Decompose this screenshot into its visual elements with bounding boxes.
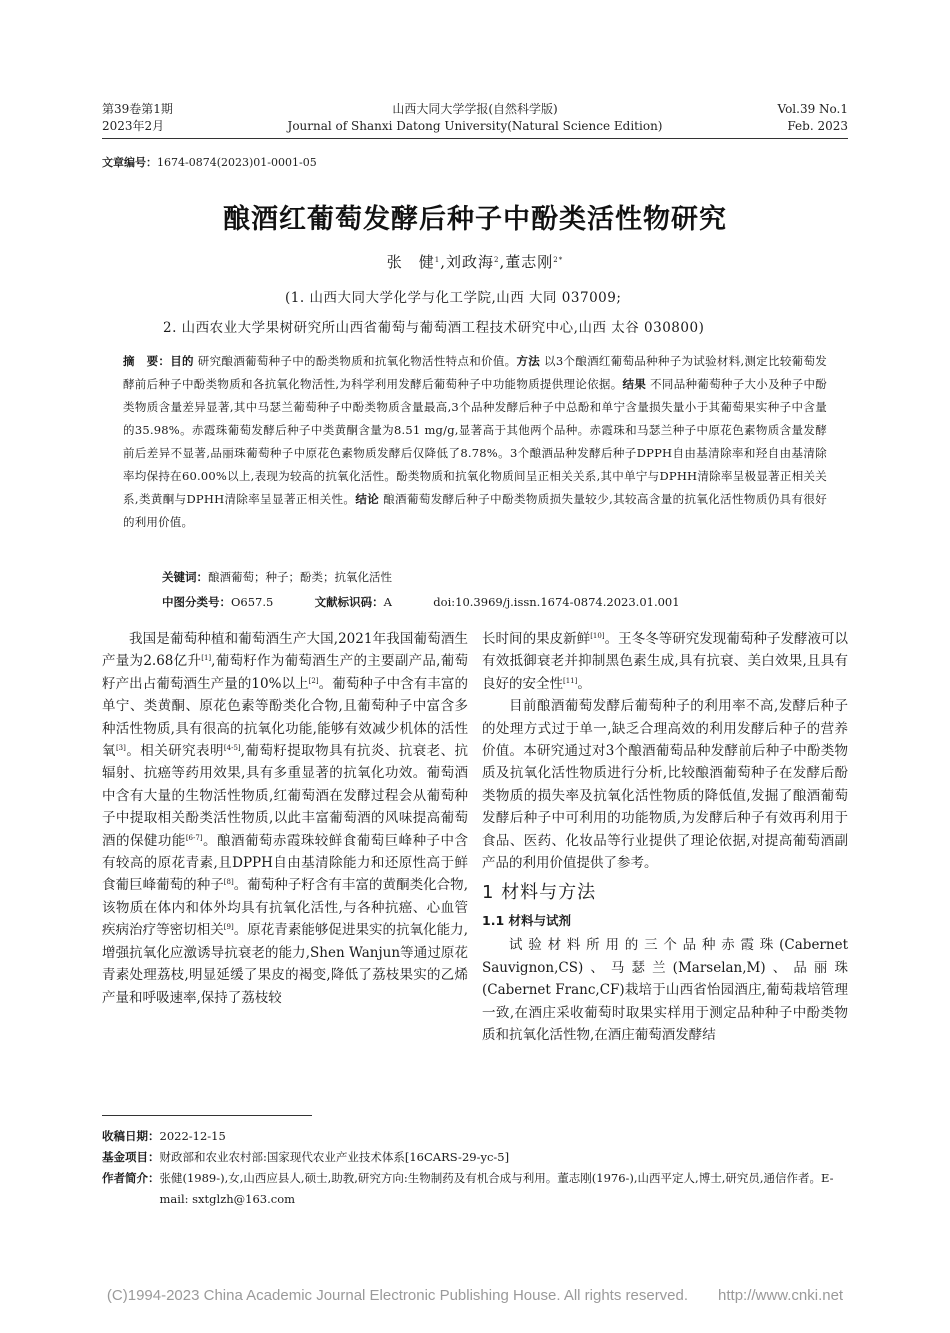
clc-label: 中图分类号： <box>162 595 231 609</box>
result-label: 结果 <box>622 377 647 391</box>
body-text: 。原花青素能够促进果实的抗氧化能力,增强抗氧化应激诱导抗衰老的能力,Shen Wanjun等通过原花青素处理荔枝,明显延缓了果皮的褐变,降低了荔枝果实的乙烯产量和呼吸速率,保持了荔枝较 <box>102 922 468 1006</box>
keywords <box>162 569 392 585</box>
classification-line <box>162 594 762 610</box>
citation: [1] <box>201 654 212 663</box>
journal-name-cn: 山西大同大学学报(自然科学版) <box>392 102 558 116</box>
abstract <box>123 350 827 534</box>
doc-code-value: A <box>383 595 392 609</box>
result-text: 不同品种葡萄种子大小及种子中酚类物质含量差异显著,其中马瑟兰葡萄种子中酚类物质含量最高,3个品种发酵后种子中总酚和单宁含量损失量小于其葡萄果实种子中含量的35.98%。赤霞珠葡萄发酵后种子中类黄酮含量为8.51 mg/g,显著高于其他两个品种。赤霞珠和马瑟兰种子中原花色素物质含量发酵前后差异不显著,品丽珠葡萄种子中原花色素物质发酵后仅降低了8.78%。3个酿酒品种发酵后种子DPPH自由基清除率和羟自由基清除率均保持在60.00%以上,表现为较高的抗氧化活性。酚类物质和抗氧化物质间呈正相关关系,其中单宁与DPHH清除率呈极显著正相关关系,类黄酮与DPHH清除率呈显著正相关性。 <box>123 377 828 506</box>
author-2: 刘政海 <box>446 253 495 271</box>
author-2-affil: 2 <box>494 256 500 264</box>
footnote-funding <box>102 1147 852 1168</box>
body-text: ,葡萄籽提取物具有抗炎、抗衰老、抗辐射、抗癌等药用效果,具有多重显著的抗氧化功效。葡萄酒中含有大量的生物活性物质,红葡萄酒在发酵过程会从葡萄种子中提取相关酚类活性物质,以此丰富葡萄酒的风味提高葡萄酒的保健功能 <box>102 743 469 849</box>
section-heading-1-1: 1.1 材料与试剂 <box>482 913 571 929</box>
citation: [6-7] <box>185 833 203 842</box>
issue-date: 2023年2月 <box>102 119 165 133</box>
article-number-label: 文章编号： <box>102 156 157 169</box>
paragraph-continued <box>482 628 848 695</box>
body-text: 。酿酒葡萄赤霞珠较鲜食葡萄巨峰种子中含有较高的原花青素,且DPPH自由基清除能力和还原性高于鲜食葡巨峰葡萄的种子 <box>102 832 469 894</box>
footnote-divider <box>102 1115 312 1116</box>
volume-issue: 第39卷第1期 <box>102 102 173 116</box>
doc-code-label: 文献标识码： <box>314 595 384 609</box>
author-1: 张 健 <box>386 253 435 271</box>
author-1-affil: 1 <box>434 256 441 264</box>
header-right <box>778 101 849 135</box>
header-divider <box>102 138 848 139</box>
abstract-label: 摘 要： <box>123 354 171 368</box>
body-text: 。 <box>577 675 591 692</box>
received-label: 收稿日期： <box>102 1129 160 1143</box>
body-column-left <box>102 628 468 1009</box>
funding-label: 基金项目： <box>102 1150 160 1164</box>
affiliation-1: (1. 山西大同大学化学与化工学院,山西 大同 037009; <box>285 290 622 306</box>
section-heading-1: 1 材料与方法 <box>482 882 597 904</box>
citation: [4-5] <box>223 744 241 753</box>
body-text: ,葡萄籽作为葡萄酒生产的主要副产品,葡萄籽产出占葡萄酒生产量的10%以上 <box>102 653 468 692</box>
body-text: 。葡萄种子籽含有丰富的黄酮类化合物,该物质在体内和体外均具有抗氧化活性,与各种抗癌、心血管疾病治疗等密切相关 <box>102 877 468 939</box>
keywords-label: 关键词： <box>162 570 208 584</box>
doi-label: doi: <box>433 595 456 609</box>
paragraph-materials: 试验材料所用的三个品种赤霞珠(Cabernet Sauvignon,CS)、马瑟兰(Marselan,M)、品丽珠(Cabernet Franc,CF)栽培于山西省怡园酒庄,葡萄栽培管理一致,在酒庄采收葡萄时取果实样用于测定品种种子中酚类物质和抗氧化活性物,在酒庄葡萄酒发酵结 <box>482 937 848 1044</box>
citation: [11] <box>563 676 578 685</box>
body-text: 我国是葡萄种植和葡萄酒生产大国,2021年我国葡萄酒生产量为2.68亿升 <box>102 631 468 670</box>
body-column-right <box>482 628 848 1047</box>
affiliation-2: 2. 山西农业大学果树研究所山西省葡萄与葡萄酒工程技术研究中心,山西 太谷 030800) <box>163 320 705 336</box>
body-text: 。王冬冬等研究发现葡萄种子发酵液可以有效抵御衰老并抑制黑色素生成,具有抗衰、美白效果,且具有良好的安全性 <box>482 631 849 692</box>
footnote-received <box>102 1126 852 1147</box>
funding-value: 财政部和农业农村部:国家现代农业产业技术体系[16CARS-29-yc-5] <box>159 1150 510 1164</box>
author-3-affil: 2* <box>553 256 564 264</box>
conclusion-label: 结论 <box>355 492 380 506</box>
author-separator: , <box>499 253 506 271</box>
paper-title: 酿酒红葡萄发酵后种子中酚类活性物研究 <box>223 204 727 235</box>
paragraph-intro <box>102 628 468 1009</box>
paragraph-objective: 目前酿酒葡萄发酵后葡萄种子的利用率不高,发酵后种子的处理方式过于单一,缺乏合理高效的利用发酵后种子的营养价值。本研究通过对3个酿酒葡萄品种发酵前后种子中酚类物质及抗氧化活性物质进行分析,比较酿酒葡萄种子在发酵后酚类物质的损失率及抗氧化活性物质的降低值,发掘了酿酒葡萄发酵后种子中可利用的功能物质,为发酵后种子有效再利用于食品、医药、化妆品等行业提供了理论依据,对提高葡萄酒副产品的利用价值提供了参考。 <box>482 698 848 872</box>
method-text: 以3个酿酒红葡萄品种种子为试验材料,测定比较葡萄发酵前后种子中酚类物质和各抗氧化物活性,为科学利用发酵后葡萄种子中功能物质提供理论依据。 <box>123 354 827 391</box>
volume-en: Vol.39 No.1 <box>777 102 848 116</box>
date-en: Feb. 2023 <box>787 119 848 133</box>
purpose-text: 研究酿酒葡萄种子中的酚类物质和抗氧化物活性特点和价值。 <box>197 354 517 368</box>
received-value: 2022-12-15 <box>159 1129 226 1143</box>
article-number-value: 1674-0874(2023)01-0001-05 <box>157 156 317 169</box>
conclusion-text: 酿酒葡萄发酵后种子中酚类物质损失量较少,其较高含量的抗氧化活性物质仍具有很好的利用价值。 <box>123 492 827 529</box>
purpose-label: 目的 <box>170 354 194 368</box>
journal-name-en: Journal of Shanxi Datong University(Natural Science Edition) <box>287 119 663 133</box>
footnote-author-bio <box>102 1168 852 1210</box>
author-list <box>0 251 950 272</box>
article-number <box>102 154 317 170</box>
body-text: 。葡萄种子中含有丰富的单宁、类黄酮、原花色素等酚类化合物,且葡萄种子中富含多种活性物质,具有很高的抗氧化功能,能够有效减少机体的活性氧 <box>102 675 469 760</box>
citation: [3] <box>115 744 126 753</box>
bio-label: 作者简介： <box>102 1171 160 1185</box>
citation: [2] <box>308 676 319 685</box>
copyright-line: (C)1994-2023 China Academic Journal Electronic Publishing House. All rights reserved. http://www.cnki.net <box>106 1287 844 1304</box>
clc-value: O657.5 <box>231 595 274 609</box>
body-text: 长时间的果皮新鲜 <box>482 631 591 647</box>
citation: [8] <box>223 878 234 887</box>
author-3: 董志刚 <box>505 253 554 271</box>
author-separator: , <box>440 253 446 271</box>
body-text: 。相关研究表明 <box>125 743 224 760</box>
keywords-value: 酿酒葡萄；种子；酚类；抗氧化活性 <box>208 570 392 584</box>
doi-value: 10.3969/j.issn.1674-0874.2023.01.001 <box>455 595 680 609</box>
bio-value: 张健(1989-),女,山西应县人,硕士,助教,研究方向:生物制药及有机合成与利用。董志刚(1976-),山西平定人,博士,研究员,通信作者。E-mail: sxtglzh@163.com <box>159 1171 834 1206</box>
method-label: 方法 <box>516 354 541 368</box>
citation: [10] <box>590 632 605 640</box>
citation: [9] <box>223 923 234 932</box>
